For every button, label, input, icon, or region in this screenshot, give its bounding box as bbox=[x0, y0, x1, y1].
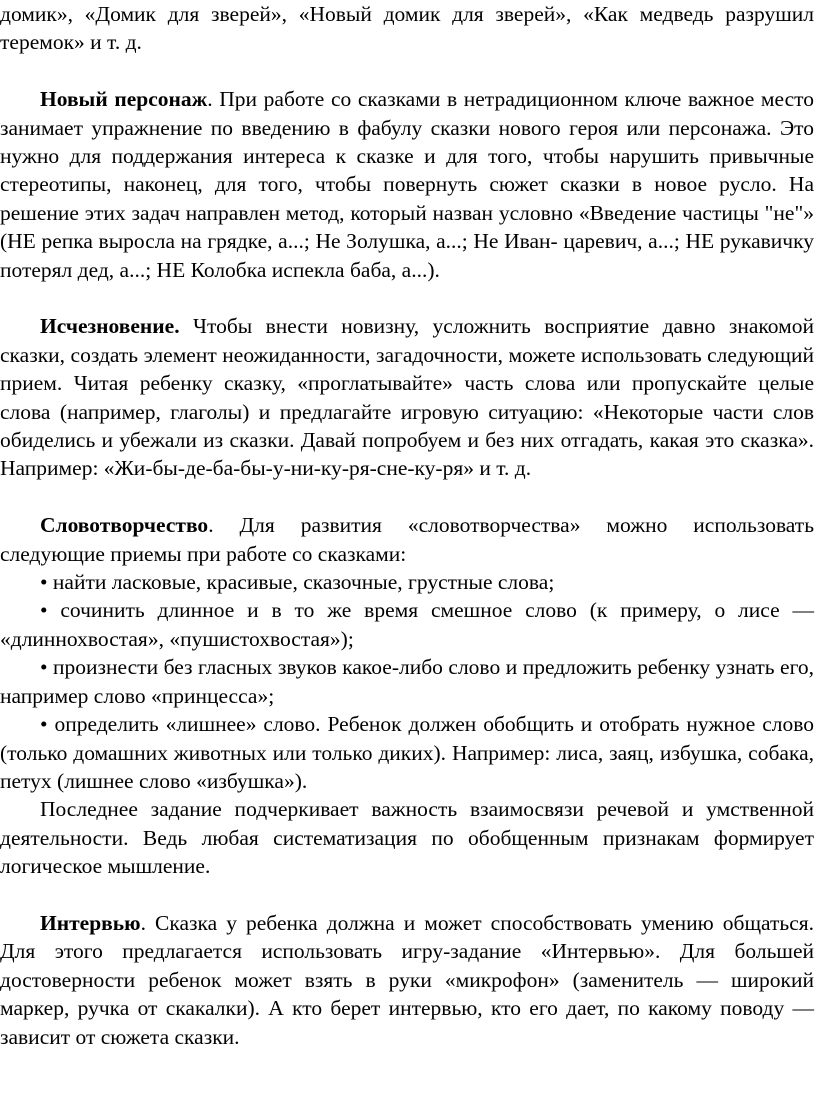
list-item bbox=[0, 596, 814, 653]
list-item-text: • определить «лишнее» слово. Ребенок должен обобщить и отобрать нужное слово (только домашних животных или только диких). Например: лиса, заяц, избушка, собака, петух (лишнее слово «избушка»). bbox=[0, 712, 814, 793]
list-item-text: • произнести без гласных звуков какое-либо слово и предложить ребенку узнать его, например слово «принцесса»; bbox=[0, 655, 814, 708]
list-item bbox=[0, 710, 814, 795]
list-item bbox=[0, 653, 814, 710]
paragraph-gap bbox=[0, 57, 814, 85]
paragraph-summary bbox=[0, 795, 814, 880]
paragraph-text: . Сказка у ребенка должна и может способствовать умению общаться. Для этого предлагается использовать игру-задание «Интервью». Для большей достоверности ребенок может взять в руки «микрофон» (заменитель — широкий маркер, ручка от скакалки). А кто берет интервью, кто его дает, по какому поводу — зависит от сюжета сказки. bbox=[0, 910, 814, 1049]
list-item bbox=[0, 568, 814, 596]
paragraph-text: домик», «Домик для зверей», «Новый домик для зверей», «Как медведь разрушил теремок» и т. д. bbox=[0, 2, 814, 55]
paragraph-gap bbox=[0, 284, 814, 312]
paragraph-new-character bbox=[0, 85, 814, 284]
paragraph-gap bbox=[0, 881, 814, 909]
paragraph-text: . При работе со сказками в нетрадиционном ключе важное место занимает упражнение по введению в фабулу сказки нового героя или персонажа. Это нужно для поддержания интереса к сказке и для того, чтобы нарушить привычные стереотипы, наконец, для того, чтобы повернуть сюжет сказки в новое русло. На решение этих задач направлен метод, который назван условно «Введение частицы "не"» (НЕ репка выросла на грядке, а...; Не Золушка, а...; Не Иван- царевич, а...; НЕ рукавичку потерял дед, а...; НЕ Колобка испекла баба, а...). bbox=[0, 87, 814, 282]
term-word-creation: Словотворчество bbox=[40, 513, 209, 538]
paragraph-interview bbox=[0, 909, 814, 1051]
paragraph-continuation bbox=[0, 0, 814, 57]
list-item-text: • найти ласковые, красивые, сказочные, грустные слова; bbox=[40, 570, 555, 595]
paragraph-gap bbox=[0, 483, 814, 511]
paragraph-text: Последнее задание подчеркивает важность взаимосвязи речевой и умственной деятельности. Ведь любая систематизация по обобщенным признакам формирует логическое мышление. bbox=[0, 797, 814, 879]
paragraph-disappearance bbox=[0, 312, 814, 482]
paragraph-word-creation bbox=[0, 511, 814, 568]
term-new-character: Новый персонаж bbox=[40, 87, 208, 112]
paragraph-text: Чтобы внести новизну, усложнить восприятие давно знакомой сказки, создать элемент неожиданности, загадочности, можете использовать следующий прием. Читая ребенку сказку, «проглатывайте» часть слова или пропускайте целые слова (например, глаголы) и предлагайте игровую ситуацию: «Некоторые части слов обиделись и убежали из сказки. Давай попробуем и без них отгадать, какая это сказка». Например: «Жи-бы-де-ба-бы-у-ни-ку-ря-сне-ку-ря» и т. д. bbox=[0, 314, 814, 481]
paragraph-text: . Для развития «словотворчества» можно использовать следующие приемы при работе со сказками: bbox=[0, 513, 814, 566]
list-item-text: • сочинить длинное и в то же время смешное слово (к примеру, о лисе — «длиннохвостая», «пушистохвостая»); bbox=[0, 598, 814, 651]
term-disappearance: Исчезновение. bbox=[40, 314, 180, 339]
term-interview: Интервью bbox=[40, 910, 141, 935]
